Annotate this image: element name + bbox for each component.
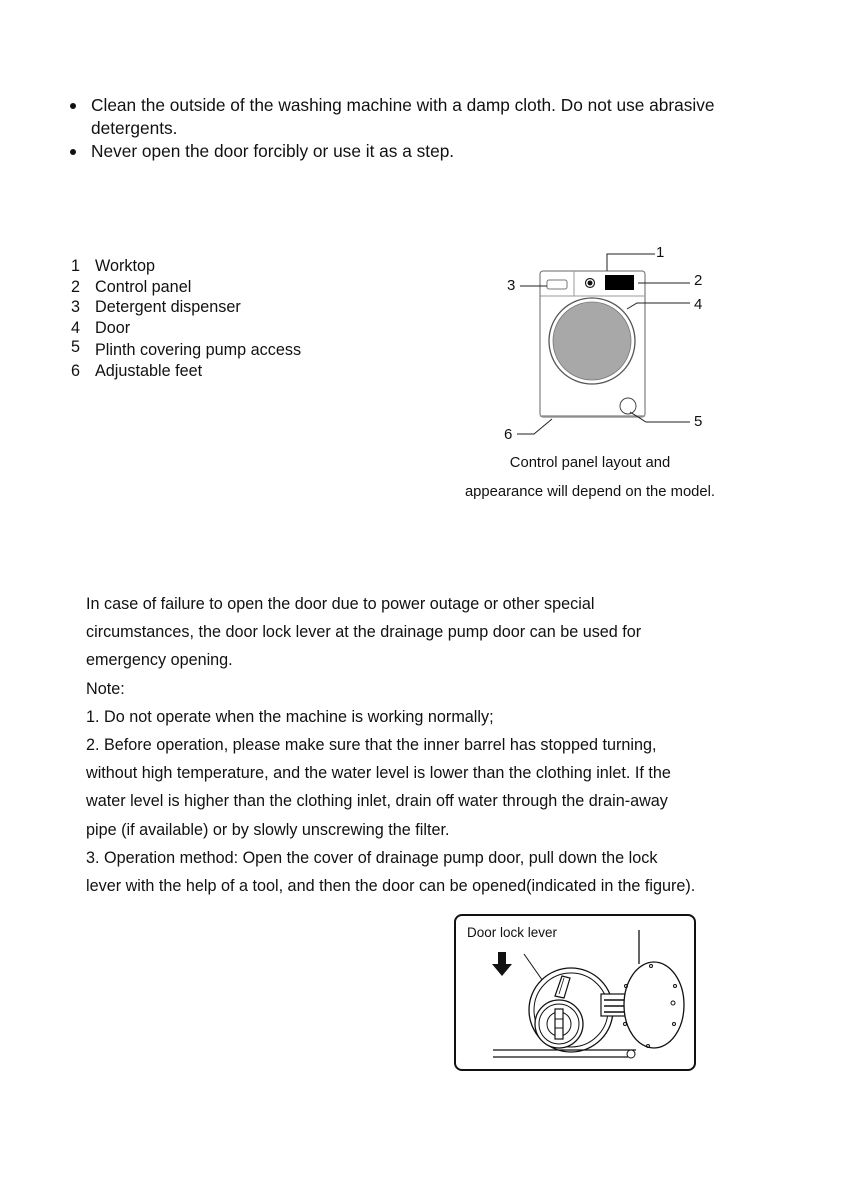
part-label: Control panel: [95, 277, 192, 296]
door-lock-lever-icon: [456, 916, 693, 1068]
part-item: [71, 277, 301, 298]
callout-plinth: 5: [694, 413, 703, 430]
text-line: In case of failure to open the door due to power outage or other special: [86, 595, 595, 613]
text-line: emergency opening.: [86, 651, 233, 670]
part-label: Detergent dispenser: [95, 298, 241, 317]
bullet-text: Clean the outside of the washing machine with a damp cloth. Do not use abrasive: [91, 95, 715, 115]
part-item: [71, 340, 301, 361]
washing-machine-diagram: [490, 240, 720, 450]
down-arrow-icon: [492, 952, 512, 976]
emergency-opening-text: [86, 590, 786, 900]
washing-machine-icon: [490, 240, 720, 450]
note-heading: Note:: [86, 679, 125, 698]
part-number: 6: [71, 361, 81, 380]
door-lock-label: Door lock lever: [467, 925, 558, 940]
callout-dispenser: 3: [507, 277, 516, 294]
part-item: [71, 318, 301, 339]
text-line: lever with the help of a tool, and then the door can be opened(indicated in the figure).: [86, 877, 696, 896]
callout-worktop: 1: [656, 244, 665, 261]
part-item: [71, 361, 301, 382]
callout-door: 4: [694, 296, 703, 313]
text-line: circumstances, the door lock lever at the drainage pump door can be used for: [86, 623, 642, 642]
part-label: Door: [95, 318, 131, 337]
bullet-dot-icon: [70, 103, 76, 109]
text-line: water level is higher than the clothing inlet, drain off water through the drain-away: [86, 792, 668, 811]
cleaning-tips-list: [66, 94, 786, 163]
part-number: 3: [71, 298, 81, 317]
part-number: 5: [71, 338, 81, 357]
bullet-item: [66, 94, 786, 140]
part-number: 2: [71, 277, 81, 296]
part-number: 4: [71, 318, 81, 337]
text-line: 1. Do not operate when the machine is working normally;: [86, 707, 494, 726]
part-label: Plinth covering pump access: [95, 341, 302, 360]
bullet-dot-icon: [70, 149, 76, 155]
text-line: pipe (if available) or by slowly unscrewing the filter.: [86, 820, 450, 839]
diagram-caption: Control panel layout and: [509, 455, 671, 471]
part-item: [71, 297, 301, 318]
diagram-caption: appearance will depend on the model.: [464, 484, 716, 500]
part-number: 1: [71, 257, 81, 275]
part-label: Worktop: [95, 257, 155, 275]
text-line: 3. Operation method: Open the cover of drainage pump door, pull down the lock: [86, 848, 658, 867]
text-line: 2. Before operation, please make sure that the inner barrel has stopped turning,: [86, 736, 657, 755]
parts-list: [71, 256, 301, 382]
door-lock-figure: [454, 914, 696, 1071]
callout-feet: 6: [504, 426, 513, 443]
bullet-text: Never open the door forcibly or use it as a step.: [91, 141, 455, 161]
bullet-item: [66, 140, 786, 163]
bullet-text: detergents.: [91, 118, 178, 138]
text-line: without high temperature, and the water level is lower than the clothing inlet. If the: [86, 764, 671, 783]
part-item: [71, 256, 301, 277]
callout-control-panel: 2: [694, 272, 703, 289]
part-label: Adjustable feet: [95, 361, 203, 380]
